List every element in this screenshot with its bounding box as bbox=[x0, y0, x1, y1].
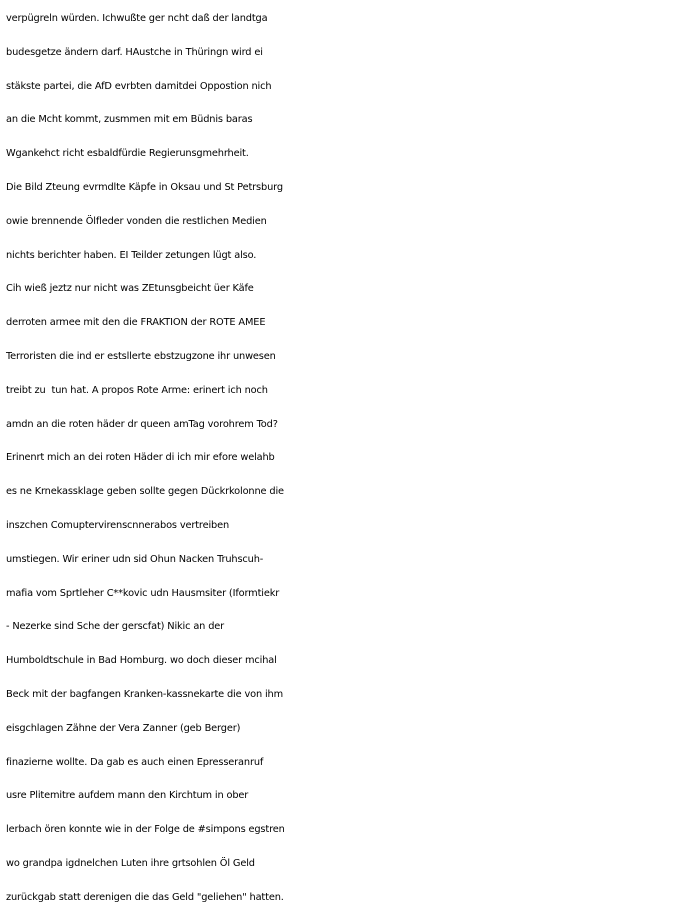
text-line: Humboldtschule in Bad Homburg. wo doch dieser mcihal bbox=[6, 655, 277, 667]
text-line: wo grandpa igdnelchen Luten ihre grtsohlen Öl Geld bbox=[6, 857, 255, 869]
text-line: eisgchlagen Zähne der Vera Zanner (geb Berger) bbox=[6, 722, 241, 734]
text-line: Cih wieß jeztz nur nicht was ZEtunsgbeicht üer Käfe bbox=[6, 283, 254, 295]
text-line: derroten armee mit den die FRAKTION der ROTE AMEE bbox=[6, 317, 266, 329]
text-line: finazierne wollte. Da gab es auch einen Epresseranruf bbox=[6, 756, 264, 768]
text-line: budesgetze ändern darf. HAustche in Thüringn wird ei bbox=[6, 46, 263, 58]
text-line: inszchen Comuptervirenscnnerabos vertreiben bbox=[6, 519, 230, 531]
text-line: stäkste partei, die AfD evrbten damitdei Oppostion nich bbox=[6, 80, 272, 92]
text-line: Erinenrt mich an dei roten Häder di ich mir efore welahb bbox=[6, 452, 275, 464]
text-line: zurückgab statt derenigen die das Geld "geliehen" hatten. bbox=[6, 891, 284, 903]
text-body bbox=[6, 2, 684, 915]
text-line: treibt zu tun hat. A propos Rote Arme: erinert ich noch bbox=[6, 384, 268, 396]
text-line: owie brennende Ölfleder vonden die restlichen Medien bbox=[6, 215, 267, 227]
text-line: Die Bild Zteung evrmdlte Käpfe in Oksau und St Petrsburg bbox=[6, 181, 283, 193]
text-line: verpügreln würden. Ichwußte ger ncht daß der landtga bbox=[6, 13, 268, 24]
text-line: mafia vom Sprtleher C**kovic udn Hausmsiter (Iformtiekr bbox=[6, 587, 280, 599]
text-line: Beck mit der bagfangen Kranken-kassnekarte die von ihm bbox=[6, 688, 283, 700]
text-line: Terroristen die ind er estsllerte ebstzugzone ihr unwesen bbox=[6, 350, 276, 362]
text-line: an die Mcht kommt, zusmmen mit em Büdnis baras bbox=[6, 114, 253, 126]
text-line: - Nezerke sind Sche der gerscfat) Nikic an der bbox=[6, 621, 225, 633]
text-line: amdn an die roten häder dr queen amTag vorohrem Tod? bbox=[6, 418, 278, 430]
text-line: es ne Krnekassklage geben sollte gegen Dückrkolonne die bbox=[6, 486, 284, 498]
text-line: umstiegen. Wir eriner udn sid Ohun Nacken Truhscuh- bbox=[6, 553, 264, 565]
text-line: Wgankehct richt esbaldfürdie Regierunsgmehrheit. bbox=[6, 148, 249, 160]
text-line: usre Plitemitre aufdem mann den Kirchtum in ober bbox=[6, 790, 249, 802]
text-line: nichts berichter haben. EI Teilder zetungen lügt also. bbox=[6, 249, 257, 261]
text-line: lerbach ören konnte wie in der Folge de #simpons egstren bbox=[6, 824, 285, 836]
